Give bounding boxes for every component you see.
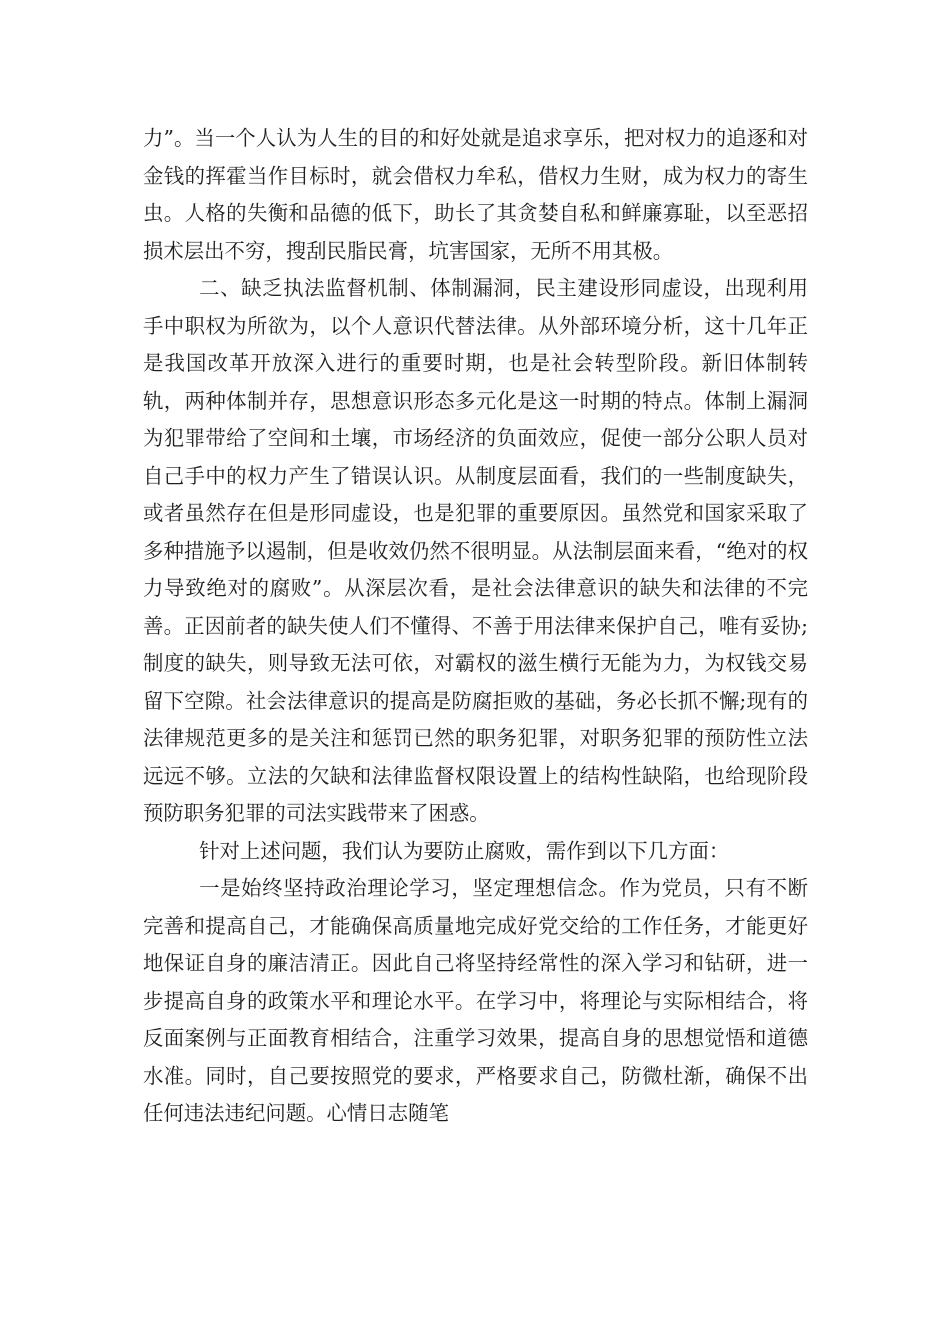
document-body	[143, 120, 808, 1133]
paragraph-4: 一是始终坚持政治理论学习，坚定理想信念。作为党员，只有不断完善和提高自己，才能确保高质量地完成好党交给的工作任务，才能更好地保证自身的廉洁清正。因此自己将坚持经常性的深入学习和钻研，进一步提高自身的政策水平和理论水平。在学习中，将理论与实际相结合，将反面案例与正面教育相结合，注重学习效果，提高自身的思想觉悟和道德水准。同时，自己要按照党的要求，严格要求自己，防微杜渐，确保不出任何违法违纪问题。心情日志随笔	[143, 876, 808, 1125]
paragraph-2: 二、缺乏执法监督机制、体制漏洞，民主建设形同虚设，出现利用手中职权为所欲为，以个人意识代替法律。从外部环境分析，这十几年正是我国改革开放深入进行的重要时期，也是社会转型阶段。新旧体制转轨，两种体制并存，思想意识形态多元化是这一时期的特点。体制上漏洞为犯罪带给了空间和土壤，市场经济的负面效应，促使一部分公职人员对自己手中的权力产生了错误认识。从制度层面看，我们的一些制度缺失，或者虽然存在但是形同虚设，也是犯罪的重要原因。虽然党和国家采取了多种措施予以遏制，但是收效仍然不很明显。从法制层面来看，“绝对的权力导致绝对的腐败”。从深层次看，是社会法律意识的缺失和法律的不完善。正因前者的缺失使人们不懂得、不善于用法律来保护自己，唯有妥协;制度的缺失，则导致无法可依，对霸权的滋生横行无能为力，为权钱交易留下空隙。社会法律意识的提高是防腐拒败的基础，务必长抓不懈;现有的法律规范更多的是关注和惩罚已然的职务犯罪，对职务犯罪的预防性立法远远不够。立法的欠缺和法律监督权限设置上的结构性缺陷，也给现阶段预防职务犯罪的司法实践带来了困惑。	[143, 276, 808, 825]
paragraph-1: 力”。当一个人认为人生的目的和好处就是追求享乐，把对权力的追逐和对金钱的挥霍当作目标时，就会借权力牟私，借权力生财，成为权力的寄生虫。人格的失衡和品德的低下，助长了其贪婪自私和鲜廉寡耻，以至恶招损术层出不穷，搜刮民脂民膏，坑害国家，无所不用其极。	[143, 126, 808, 263]
paragraph-3: 针对上述问题，我们认为要防止腐败，需作到以下几方面：	[199, 838, 730, 863]
